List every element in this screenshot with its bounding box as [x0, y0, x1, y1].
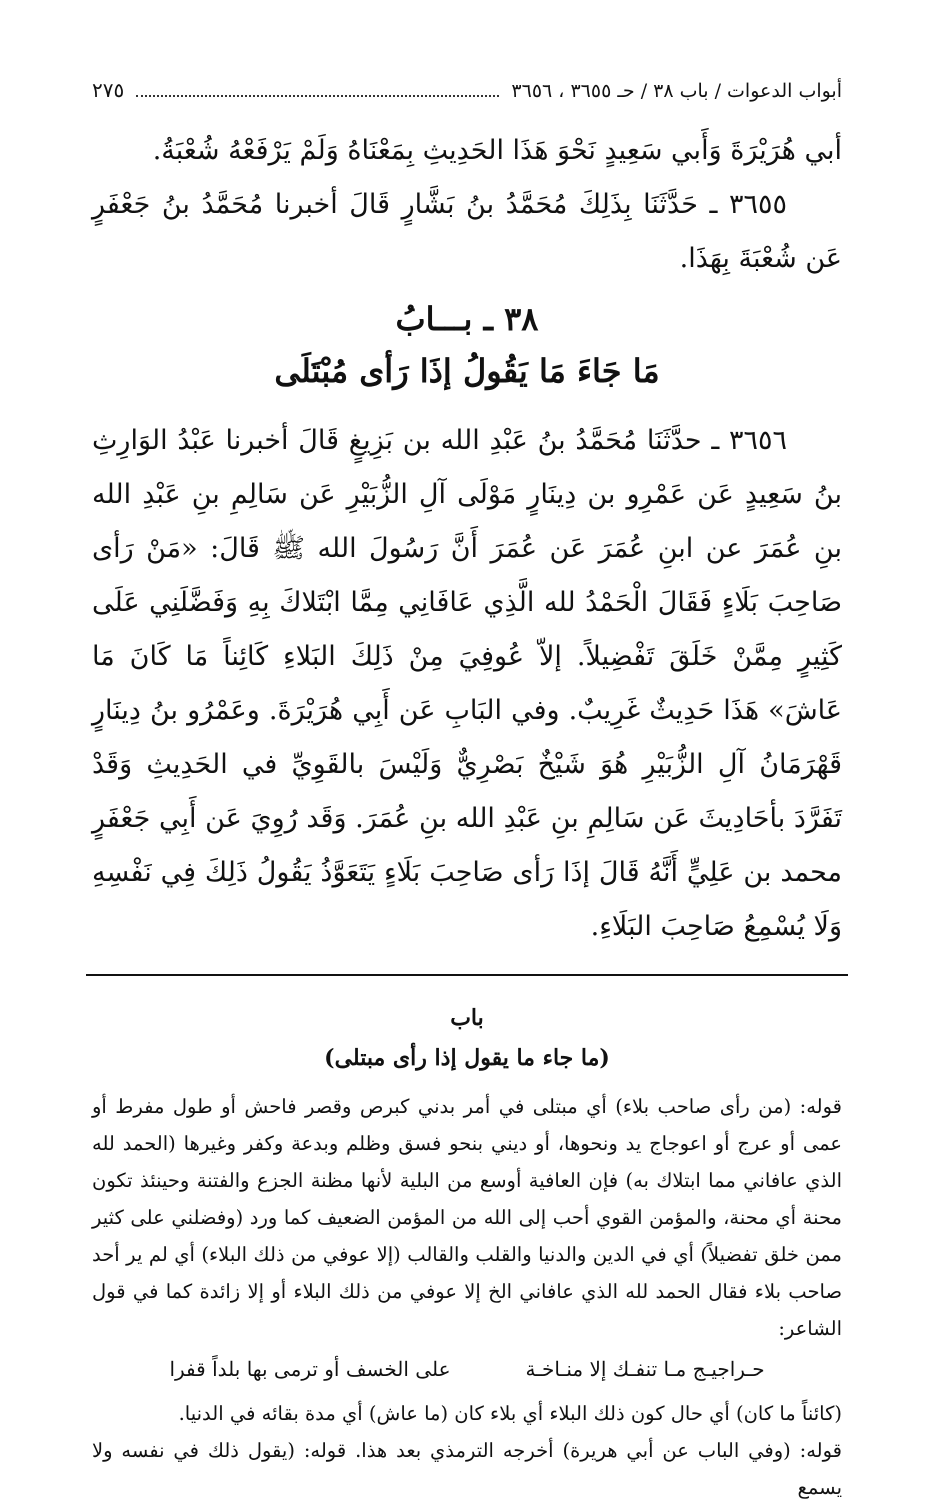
main-text: [92, 124, 842, 954]
page-header: [92, 78, 842, 114]
poem-verse: [132, 1349, 802, 1389]
chapter-heading: [92, 292, 842, 396]
commentary-paragraph-3: قوله: (وفي الباب عن أبي هريرة) أخرجه الترمذي بعد هذا. قوله: (يقول ذلك في نفسه ولا يسمع: [92, 1439, 842, 1499]
commentary-section: [92, 998, 842, 1506]
text-line-continuation: أبي هُرَيْرَةَ وَأَبي سَعِيدٍ نَحْوَ هَذَا الحَدِيثِ بِمَعْنَاهُ وَلَمْ يَرْفَعْهُ شُعْبَةُ.: [152, 135, 842, 166]
commentary-title: باب: [450, 1005, 484, 1031]
footnote-separator: [86, 974, 848, 976]
page-number: ٢٧٥: [92, 78, 125, 102]
poem-hemistich-1: حـراجيـج مـا تنفـك إلا منـاخـة: [525, 1357, 765, 1381]
commentary-text: [92, 1088, 842, 1506]
running-title: أبواب الدعوات / باب ٣٨ / حـ ٣٦٥٥ ، ٣٦٥٦: [511, 80, 842, 102]
chapter-number: ٣٨ ـ بـــابُ: [395, 300, 539, 338]
commentary-subtitle: (ما جاء ما يقول إذا رأى مبتلى): [324, 1045, 610, 1071]
chapter-title: مَا جَاءَ مَا يَقُولُ إذَا رَأى مُبْتَلَى: [274, 352, 660, 390]
commentary-paragraph-1: قوله: (من رأى صاحب بلاء) أي مبتلى في أمر بدني كبرص وقصر فاحش أو طول مفرط أو عمى أو عرج أو اعوجاج يد ونحوها، أو ديني بنحو فسق وظلم وبدعة وكفر وغيرها (الحمد لله الذي عافاني مما ابتلاك به) فإن العافية أوسع من البلية لأنها مظنة الجزع والفتنة وحينئذ تكون محنة أي محنة، والمؤمن القوي أحب إلى الله من المؤمن الضعيف كما ورد (وفضلني على كثير ممن خلق تفضيلاً) أي في الدين والدنيا والقلب والقالب (إلا عوفي من ذلك البلاء) أي لم ير أحد صاحب بلاء فقال الحمد لله الذي عافاني الخ إلا عوفي من ذلك البلاء أو إلا زائدة كما في قول الشاعر:: [92, 1095, 843, 1340]
hadith-3656: ٣٦٥٦ ـ حدَّثَنَا مُحَمَّدُ بنُ عَبْدِ الله بن بَزِيغٍ قَالَ أخبرنا عَبْدُ الوَارِثِ بنُ سَعِيدٍ عَن عَمْرِو بن دِينَارٍ مَوْلَى آلِ الزُّبَيْرِ عَن سَالِمِ بنِ عَبْدِ الله بنِ عُمَرَ عن ابنِ عُمَرَ عَن عُمَرَ أَنَّ رَسُولَ الله ﷺ قَالَ: «مَنْ رَأى صَاحِبَ بَلَاءٍ فَقَالَ الْحَمْدُ لله الَّذِي عَافَانِي مِمَّا ابْتَلاكَ بِهِ وَفَضَّلَنِي عَلَى كَثِيرٍ مِمَّنْ خَلَقَ تَفْضِيلاً. إلاّ عُوفِيَ مِنْ ذَلِكَ البَلاءِ كَائِناً مَا كَانَ مَا عَاشَ» هَذَا حَدِيثٌ غَرِيبٌ. وفي البَابِ عَن أَبِي هُرَيْرَةَ. وعَمْرُو بنُ دِينَارٍ قَهْرَمَانُ آلِ الزُّبَيْرِ هُوَ شَيْخٌ بَصْرِيٌّ وَلَيْسَ بالقَوِيِّ في الحَدِيثِ وَقَدْ تَفَرَّدَ بأحَادِيثَ عَن سَالِمِ بنِ عَبْدِ الله بنِ عُمَرَ. وَقَد رُوِيَ عَن أَبِي جَعْفَرٍ محمد بن عَلِيٍّ أَنَّهُ قَالَ إذَا رَأى صَاحِبَ بَلَاءٍ يَتَعَوَّذُ يَقُولُ ذَلِكَ فِي نَفْسِهِ وَلَا يُسْمِعُ صَاحِبَ البَلَاءِ.: [92, 425, 842, 942]
dotted-leader: [136, 83, 499, 97]
hadith-3655: ٣٦٥٥ ـ حَدَّثَنَا بِذَلِكَ مُحَمَّدُ بنُ بَشَّارٍ قَالَ أخبرنا مُحَمَّدُ بنُ جَعْفَرٍ عَن شُعْبَةَ بِهَذَا.: [92, 189, 842, 274]
poem-hemistich-2: على الخسف أو ترمى بها بلداً قفرا: [169, 1357, 451, 1381]
commentary-paragraph-2: (كائناً ما كان) أي حال كون ذلك البلاء أي بلاء كان (ما عاش) أي مدة بقائه في الدنيا.: [178, 1402, 842, 1425]
